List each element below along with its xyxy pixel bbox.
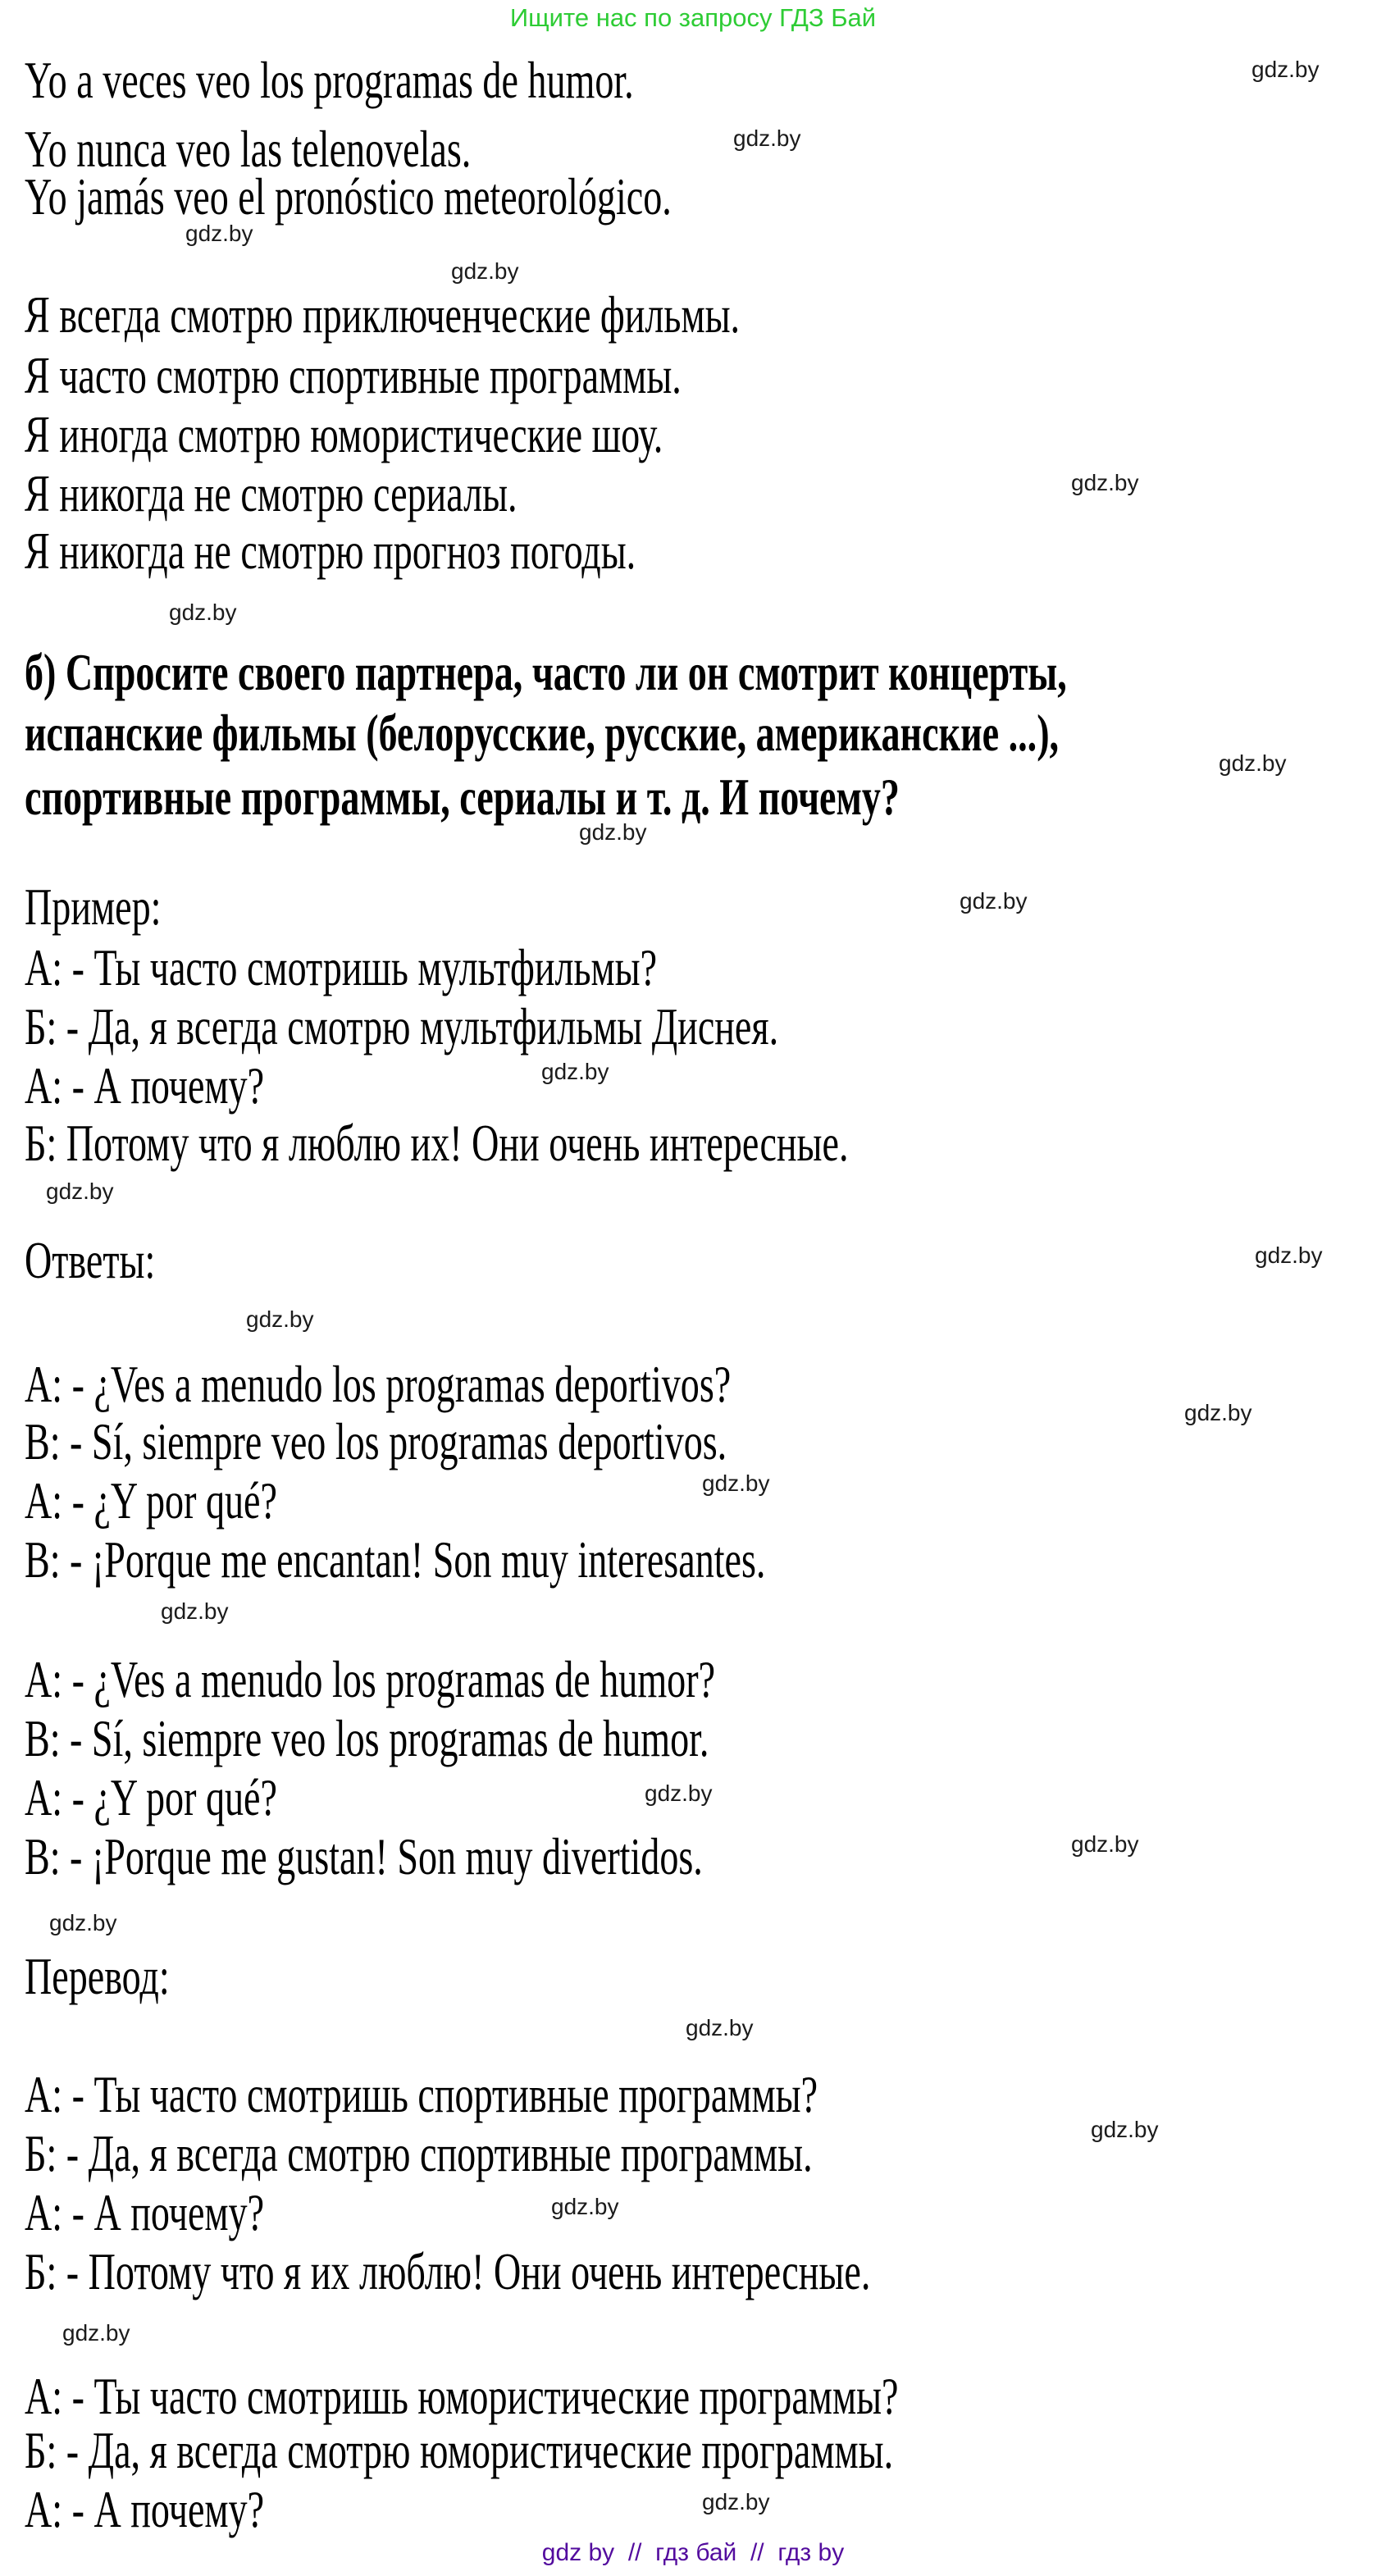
task-b-text: спортивные программы, сериалы и т. д. И почему? (25, 768, 900, 826)
watermark: gdz.by (579, 819, 647, 845)
watermark: gdz.by (46, 1179, 114, 1204)
watermark: gdz.by (733, 125, 801, 151)
spanish-sentence: Yo jamás veo el pronóstico meteorológico. (25, 167, 672, 226)
watermark: gdz.by (161, 1598, 229, 1624)
header-banner: Ищите нас по запросу ГДЗ Бай (509, 3, 877, 32)
watermark: gdz.by (1252, 57, 1320, 82)
footer-banner: gdz by // гдз бай // гдз by (541, 2539, 845, 2566)
example-dialogue-line: А: - Ты часто смотришь мультфильмы? (25, 938, 658, 996)
russian-dialogue-line: А: - Ты часто смотришь спортивные программы? (25, 2065, 818, 2123)
task-b-text: б) Спросите своего партнера, часто ли он смотрит концерты, (25, 643, 1067, 701)
example-dialogue-line: Б: - Да, я всегда смотрю мультфильмы Диснея. (25, 997, 779, 1055)
spanish-dialogue-line: B: - Sí, siempre veo los programas deportivos. (25, 1412, 727, 1470)
example-label: Пример: (25, 878, 162, 936)
russian-dialogue-line: Б: - Да, я всегда смотрю юмористические программы. (25, 2421, 894, 2479)
task-b-text: испанские фильмы (белорусские, русские, американские ...), (25, 704, 1060, 762)
watermark: gdz.by (686, 2015, 754, 2040)
spanish-dialogue-line: A: - ¿Y por qué? (25, 1471, 277, 1530)
watermark: gdz.by (1071, 470, 1139, 495)
watermark: gdz.by (645, 1780, 713, 1806)
spanish-dialogue-line: B: - Sí, siempre veo los programas de humor. (25, 1709, 709, 1767)
spanish-dialogue-line: A: - ¿Y por qué? (25, 1768, 277, 1826)
russian-sentence: Я никогда не смотрю прогноз погоды. (25, 522, 636, 580)
example-dialogue-line: Б: Потому что я люблю их! Они очень интересные. (25, 1114, 849, 1172)
russian-sentence: Я никогда не смотрю сериалы. (25, 464, 517, 522)
russian-sentence: Я часто смотрю спортивные программы. (25, 346, 682, 404)
example-dialogue-line: А: - А почему? (25, 1056, 265, 1115)
translation-label: Перевод: (25, 1947, 170, 2005)
watermark: gdz.by (702, 1470, 770, 1496)
spanish-dialogue-line: B: - ¡Porque me gustan! Son muy divertidos. (25, 1827, 703, 1885)
russian-dialogue-line: А: - Ты часто смотришь юмористические программы? (25, 2367, 899, 2425)
watermark: gdz.by (551, 2194, 619, 2219)
spanish-dialogue-line: B: - ¡Porque me encantan! Son muy interesantes. (25, 1530, 766, 1589)
russian-sentence: Я всегда смотрю приключенческие фильмы. (25, 285, 741, 344)
watermark: gdz.by (185, 221, 253, 246)
watermark: gdz.by (1184, 1400, 1252, 1425)
watermark: gdz.by (49, 1910, 117, 1935)
russian-sentence: Я иногда смотрю юмористические шоу. (25, 405, 663, 463)
spanish-dialogue-line: A: - ¿Ves a menudo los programas deportivos? (25, 1355, 732, 1413)
watermark: gdz.by (702, 2489, 770, 2514)
spanish-dialogue-line: A: - ¿Ves a menudo los programas de humor? (25, 1650, 716, 1708)
russian-dialogue-line: А: - А почему? (25, 2183, 265, 2241)
watermark: gdz.by (246, 1306, 314, 1332)
watermark: gdz.by (1255, 1242, 1323, 1268)
answers-label: Ответы: (25, 1231, 156, 1289)
watermark: gdz.by (1091, 2117, 1159, 2142)
watermark: gdz.by (451, 258, 519, 284)
spanish-sentence: Yo nunca veo las telenovelas. (25, 120, 472, 178)
russian-dialogue-line: Б: - Потому что я их люблю! Они очень интересные. (25, 2242, 871, 2300)
russian-dialogue-line: А: - А почему? (25, 2480, 265, 2538)
watermark: gdz.by (541, 1059, 609, 1084)
watermark: gdz.by (960, 888, 1028, 914)
watermark: gdz.by (62, 2320, 130, 2346)
watermark: gdz.by (169, 600, 237, 625)
watermark: gdz.by (1071, 1831, 1139, 1857)
russian-dialogue-line: Б: - Да, я всегда смотрю спортивные программы. (25, 2124, 813, 2182)
spanish-sentence: Yo a veces veo los programas de humor. (25, 51, 634, 109)
watermark: gdz.by (1219, 750, 1287, 776)
